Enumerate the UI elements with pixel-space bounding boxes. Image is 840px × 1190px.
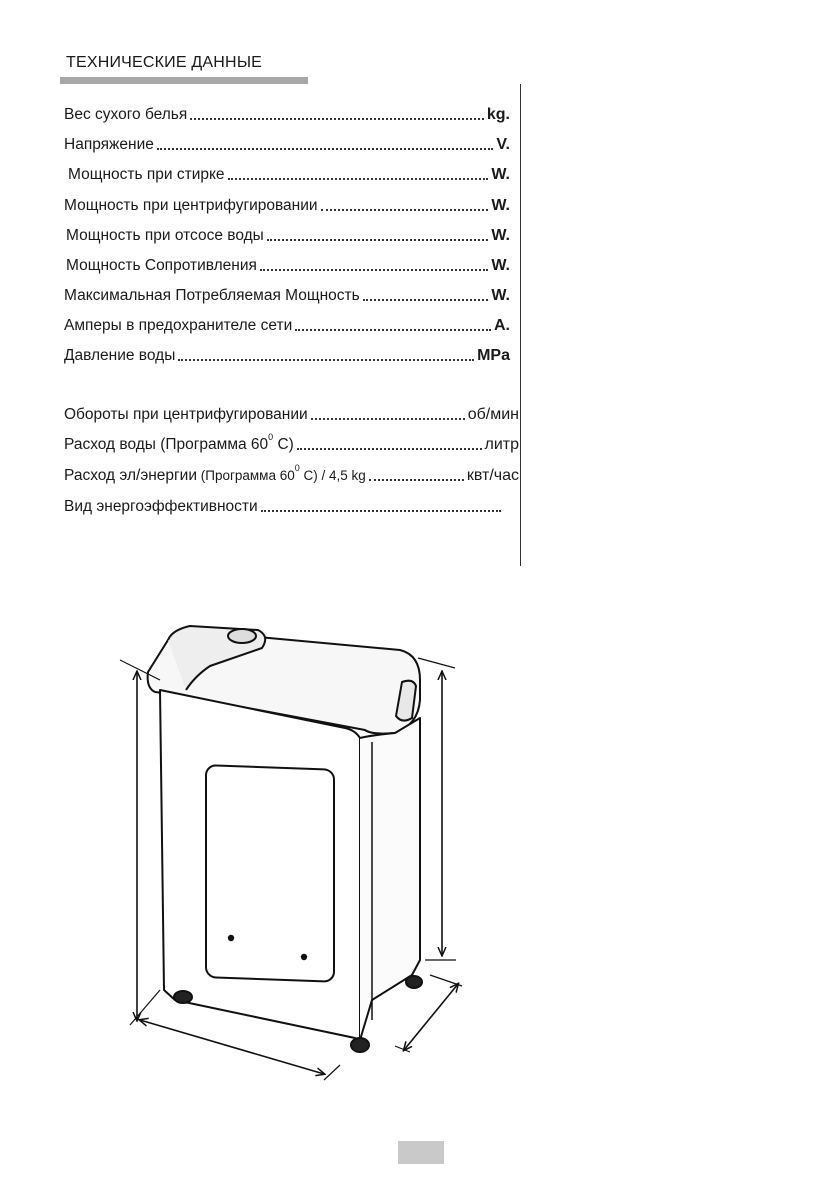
section-heading: ТЕХНИЧЕСКИЕ ДАННЫЕ (66, 54, 263, 71)
spec-unit: W. (491, 197, 510, 214)
machine-body (148, 626, 422, 1052)
spec-label: Мощность при стирке (68, 166, 225, 183)
spec-unit: MPa (477, 347, 510, 364)
spec-label: Давление воды (64, 347, 176, 364)
spec-label: Расход эл/энергии (Программа $60^0$ C) / 4,5 kg (64, 462, 366, 484)
spec-unit: A. (494, 317, 510, 334)
spec-unit: квт/час (466, 467, 519, 484)
spec-label: Вид энергоэффективности (64, 498, 258, 515)
spec-label: Мощность при центрифугировании (64, 197, 318, 214)
spec-label: Мощность при отсосе воды (66, 227, 264, 244)
spec-unit: W. (491, 287, 510, 304)
spec-unit: kg. (486, 106, 510, 123)
spec-unit: V. (496, 136, 510, 153)
spec-label: Напряжение (64, 136, 154, 153)
spec-label: Расход воды (Программа $60^0$ C) (64, 431, 294, 453)
spec-unit: W. (491, 257, 510, 274)
spec-label: Максимальная Потребляемая Мощность (64, 287, 360, 304)
spec-label: Вес сухого белья (64, 106, 188, 123)
spec-unit: W. (491, 166, 510, 183)
spec-unit: об/мин (467, 406, 519, 423)
spec-label: Мощность Сопротивления (66, 257, 257, 274)
spec-label: Амперы в предохранителе сети (64, 317, 293, 334)
spec-unit: литр (484, 436, 519, 453)
spec-unit: W. (491, 227, 510, 244)
page-number-box (398, 1141, 444, 1164)
spec-label: Обороты при центрифугировании (64, 406, 308, 423)
